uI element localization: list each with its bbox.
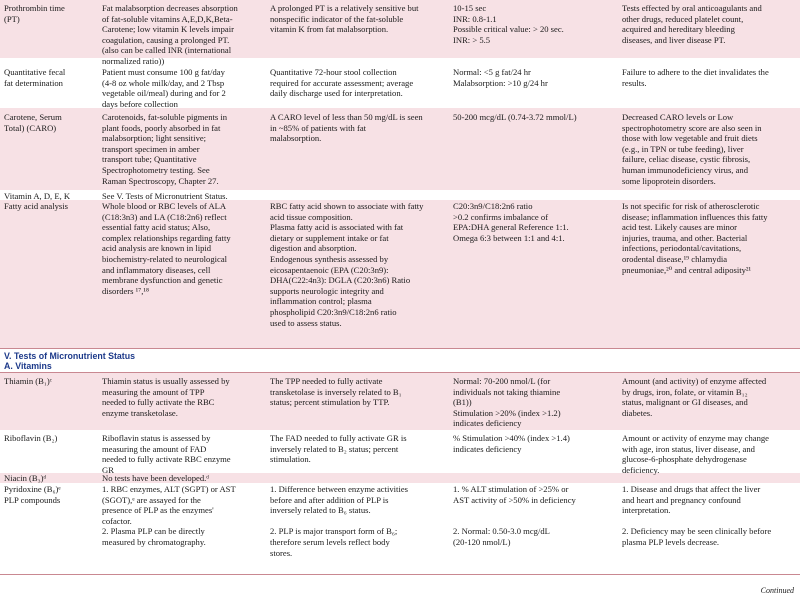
cell-line: 2. Plasma PLP can be directly xyxy=(102,526,205,537)
table-cell xyxy=(453,112,613,123)
cell-line: needed to fully activate the RBC xyxy=(102,397,215,408)
cell-line: (also can be called INR (international xyxy=(102,45,232,56)
cell-line: 2. Deficiency may be seen clinically before xyxy=(622,526,772,537)
table-cell xyxy=(4,473,94,484)
cell-line: disorders ¹⁷,¹⁸ xyxy=(102,285,149,296)
cell-line: eicosapentaenoic (EPA (C20:3n9): xyxy=(270,264,389,275)
cell-line: Amount or activity of enzyme may change xyxy=(622,433,770,443)
cell-line: status; percent stimulation by TTP. xyxy=(270,397,390,408)
cell-line: vitamin K from fat malabsorption. xyxy=(270,24,389,35)
cell-line: EPA:DHA general Reference 1:1. xyxy=(453,222,569,233)
cell-line: by drugs, iron, folate, or vitamin B₁₂ xyxy=(622,386,748,397)
cell-line: Amount (and activity) of enzyme affected xyxy=(622,376,767,386)
table-cell xyxy=(102,67,262,109)
table-cell xyxy=(102,473,262,484)
cell-line: (C18:3n3) and LA (C18:2n6) reflect xyxy=(102,211,227,222)
cell-line: Raman Spectroscopy, Chapter 27. xyxy=(102,175,219,186)
table-cell xyxy=(270,3,445,35)
cell-line: Pyridoxine (B₆)ᵉ xyxy=(4,484,61,494)
cell-line: stimulation. xyxy=(270,454,311,465)
cell-line: (SGOT),ᵉ are assayed for the xyxy=(102,494,201,505)
cell-line: vegetable oil/meal) during and for 2 xyxy=(102,88,226,99)
cell-line: Possible critical value: > 20 sec. xyxy=(453,24,564,35)
cell-line: normalized ratio)) xyxy=(102,55,165,66)
cell-line: 1. Difference between enzyme activities xyxy=(270,484,408,494)
cell-line: transport specimen in amber xyxy=(102,143,200,154)
table-cell xyxy=(270,484,445,558)
cell-line: phospholipid C20:3n9/C18:2n6 ratio xyxy=(270,306,397,317)
cell-line: plasma PLP levels decrease. xyxy=(622,536,720,547)
cell-line: 1. RBC enzymes, ALT (SGPT) or AST xyxy=(102,484,236,494)
cell-line: GR xyxy=(102,464,114,475)
cell-line: Is not specific for risk of atherosclerotic xyxy=(622,201,760,211)
cell-line: and heart and pregnancy confound xyxy=(622,494,741,505)
cell-line: some lipoprotein disorders. xyxy=(622,175,716,186)
cell-line: PLP compounds xyxy=(4,494,61,505)
cell-line: cofactor. xyxy=(102,515,132,526)
cell-line: Fatty acid analysis xyxy=(4,201,68,211)
cell-line: biochemistry-related to neurological xyxy=(102,253,228,264)
cell-line: interpretation. xyxy=(622,505,671,516)
cell-line: those with low vegetable and fruit diets xyxy=(622,133,758,144)
cell-line: inversely related to B₂ status; percent xyxy=(270,443,399,454)
cell-line: Stimulation >20% (index >1.2) xyxy=(453,407,561,418)
cell-line: with age, iron status, liver disease, and xyxy=(622,443,755,454)
cell-line: orodental disease,¹⁹ chlamydia xyxy=(622,253,728,264)
cell-line: infections, periodontal/cavitations, xyxy=(622,243,742,254)
cell-line: acquired and hereditary bleeding xyxy=(622,24,735,35)
cell-line: >0.2 confirms imbalance of xyxy=(453,211,549,222)
cell-line: pneumoniae,²⁰ and central adiposity²¹ xyxy=(622,264,752,275)
cell-line: individuals not taking thiamine xyxy=(453,386,561,397)
cell-line: 1. Disease and drugs that affect the liver xyxy=(622,484,761,494)
table-cell xyxy=(453,433,613,454)
cell-line: diseases, and liver disease PT. xyxy=(622,34,726,45)
cell-line: Tests effected by oral anticoagulants and xyxy=(622,3,762,13)
cell-line: days before collection xyxy=(102,98,178,109)
cell-line: Niacin (B₃)ᵈ xyxy=(4,473,47,483)
table-cell xyxy=(4,191,94,202)
cell-line: measured by chromatography. xyxy=(102,536,206,547)
cell-line: status, malignant or GI diseases, and xyxy=(622,397,748,408)
cell-line: Quantitative fecal xyxy=(4,67,66,77)
continued-label: Continued xyxy=(760,586,794,595)
cell-line: RBC fatty acid shown to associate with fatty xyxy=(270,201,424,211)
cell-line: Fat malabsorption decreases absorption xyxy=(102,3,238,13)
cell-line xyxy=(270,516,445,527)
table-cell xyxy=(4,112,94,133)
table-cell xyxy=(453,484,613,548)
cell-line: disease; inflammation influences this fatty xyxy=(622,211,768,222)
cell-line: transport tube; Quantitative xyxy=(102,154,197,165)
cell-line: 50-200 mcg/dL (0.74-3.72 mmol/L) xyxy=(453,112,577,122)
cell-line: 2. PLP is major transport form of B₆; xyxy=(270,526,398,537)
cell-line: 1. % ALT stimulation of >25% or xyxy=(453,484,569,494)
cell-line: inversely related to B₆ status. xyxy=(270,505,371,516)
cell-line: See V. Tests of Micronutrient Status. xyxy=(102,191,228,201)
cell-line: malabsorption; light sensitive; xyxy=(102,133,207,144)
section-title: V. Tests of Micronutrient Status xyxy=(4,351,135,361)
cell-line: spectrophotometry score are also seen in xyxy=(622,122,762,133)
cell-line: in ~85% of patients with fat xyxy=(270,122,367,133)
table-cell xyxy=(102,201,262,296)
table-cell xyxy=(270,112,445,144)
table-cell xyxy=(270,433,445,465)
cell-line: injuries, trauma, and other. Bacterial xyxy=(622,232,748,243)
table-cell xyxy=(270,67,445,99)
cell-line: coagulation, causing a prolonged PT. xyxy=(102,34,230,45)
cell-line: therefore serum levels reflect body xyxy=(270,536,390,547)
cell-line: Carotene, Serum xyxy=(4,112,62,122)
table-cell xyxy=(102,3,262,67)
cell-line: INR: 0.8-1.1 xyxy=(453,13,497,24)
table-cell xyxy=(4,484,94,505)
cell-line: measuring the amount of TPP xyxy=(102,386,205,397)
cell-line: Thiamin (B₁)ᶜ xyxy=(4,376,52,386)
table-cell xyxy=(622,112,796,186)
cell-line: Omega 6:3 between 1:1 and 4:1. xyxy=(453,232,565,243)
cell-line: 10-15 sec xyxy=(453,3,487,13)
table-cell xyxy=(4,3,94,24)
cell-line: (4-8 oz whole milk/day, and 2 Tbsp xyxy=(102,77,225,88)
section-subtitle: A. Vitamins xyxy=(4,361,52,371)
cell-line: acid test. Likely causes are minor xyxy=(622,222,738,233)
cell-line xyxy=(622,516,796,527)
table-cell xyxy=(4,201,94,212)
cell-line: Patient must consume 100 g fat/day xyxy=(102,67,225,77)
section-rule xyxy=(0,372,800,373)
cell-line: malabsorption. xyxy=(270,133,322,144)
table-cell xyxy=(622,433,796,475)
table-cell xyxy=(270,376,445,408)
cell-line: of fat-soluble vitamins A,E,D,K,Beta- xyxy=(102,13,233,24)
cell-line: C20:3n9/C18:2n6 ratio xyxy=(453,201,533,211)
cell-line: human immunodeficiency virus, and xyxy=(622,164,749,175)
cell-line: Normal: <5 g fat/24 hr xyxy=(453,67,531,77)
table-cell xyxy=(4,433,94,444)
cell-line: diabetes. xyxy=(622,407,653,418)
section-rule xyxy=(0,348,800,349)
cell-line: membrane dysfunction and genetic xyxy=(102,275,223,286)
cell-line: measuring the amount of FAD xyxy=(102,443,207,454)
table-cell xyxy=(102,433,262,475)
cell-line: glucose-6-phosphate dehydrogenase xyxy=(622,454,747,465)
cell-line: Quantitative 72-hour stool collection xyxy=(270,67,397,77)
cell-line: Total) (CARO) xyxy=(4,122,57,133)
cell-line: acid tissue composition. xyxy=(270,211,353,222)
table-cell xyxy=(622,67,796,88)
cell-line xyxy=(453,505,613,516)
table-cell xyxy=(102,376,262,418)
cell-line: presence of PLP as the enzymes' xyxy=(102,505,214,516)
cell-line: DHA(C22:4n3): DGLA (C20:3n6) Ratio xyxy=(270,275,411,286)
cell-line: dietary or supplement intake or fat xyxy=(270,232,389,243)
cell-line: Normal: 70-200 nmol/L (for xyxy=(453,376,551,386)
cell-line xyxy=(453,516,613,527)
cell-line: indicates deficiency xyxy=(453,443,522,454)
cell-line: (PT) xyxy=(4,13,20,24)
table-cell xyxy=(622,3,796,45)
cell-line: used to assess status. xyxy=(270,317,342,328)
cell-line: Endogenous synthesis assessed by xyxy=(270,253,389,264)
table-cell xyxy=(4,376,94,387)
cell-line: Riboflavin status is assessed by xyxy=(102,433,211,443)
cell-line: Riboflavin (B₂) xyxy=(4,433,58,443)
table-cell xyxy=(270,201,445,328)
cell-line: Malabsorption: >10 g/24 hr xyxy=(453,77,548,88)
cell-line: INR: > 5.5 xyxy=(453,34,491,45)
table-bottom-rule xyxy=(0,574,800,575)
cell-line: enzyme transketolase. xyxy=(102,407,178,418)
cell-line: transketolase is inversely related to B₁ xyxy=(270,386,402,397)
table-cell xyxy=(102,191,262,202)
cell-line: indicates deficiency xyxy=(453,418,522,429)
cell-line: before and after addition of PLP is xyxy=(270,494,389,505)
cell-line: deficiency. xyxy=(622,464,660,475)
cell-line: A CARO level of less than 50 mg/dL is seen xyxy=(270,112,423,122)
table-cell xyxy=(453,3,613,45)
cell-line: inflammation control; plasma xyxy=(270,296,372,307)
cell-line: (20-120 nmol/L) xyxy=(453,536,511,547)
cell-line: stores. xyxy=(270,547,293,558)
cell-line: A prolonged PT is a relatively sensitive but xyxy=(270,3,419,13)
cell-line: acid analysis are known in lipid xyxy=(102,243,212,254)
table-cell xyxy=(453,201,613,243)
table-cell xyxy=(102,112,262,186)
cell-line: Spectrophotometry testing. See xyxy=(102,164,210,175)
cell-line: essential fatty acid status; Also, xyxy=(102,222,211,233)
cell-line: needed to fully activate RBC enzyme xyxy=(102,454,231,465)
table-cell xyxy=(4,67,94,88)
cell-line: Carotenoids, fat-soluble pigments in xyxy=(102,112,228,122)
cell-line: and inflammatory diseases, cell xyxy=(102,264,211,275)
cell-line: Plasma fatty acid is associated with fat xyxy=(270,222,404,233)
table-cell xyxy=(622,376,796,418)
cell-line: nonspecific indicator of the fat-soluble xyxy=(270,13,404,24)
cell-line: (B1)) xyxy=(453,397,472,408)
table-cell xyxy=(453,67,613,88)
cell-line: fat determination xyxy=(4,77,63,88)
cell-line: 2. Normal: 0.50-3.0 mcg/dL xyxy=(453,526,550,537)
cell-line: failure, celiac disease, cystic fibrosis, xyxy=(622,154,751,165)
cell-line: daily discharge used for interpretation. xyxy=(270,88,403,99)
cell-line: Carotene; low vitamin K levels impair xyxy=(102,24,234,35)
cell-line: results. xyxy=(622,77,647,88)
cell-line: % Stimulation >40% (index >1.4) xyxy=(453,433,570,443)
cell-line: Whole blood or RBC levels of ALA xyxy=(102,201,227,211)
cell-line: Prothrombin time xyxy=(4,3,65,13)
table-cell xyxy=(622,201,796,275)
cell-line: The FAD needed to fully activate GR is xyxy=(270,433,407,443)
cell-line: (e.g., in TPN or tube feeding), liver xyxy=(622,143,744,154)
table-cell xyxy=(622,484,796,548)
cell-line: complex relationships regarding fatty xyxy=(102,232,231,243)
table-cell xyxy=(102,484,262,548)
cell-line: AST activity of >50% in deficiency xyxy=(453,494,576,505)
cell-line: No tests have been developed.ᵈ xyxy=(102,473,209,483)
cell-line: Failure to adhere to the diet invalidates the xyxy=(622,67,769,77)
cell-line: required for accurate assessment; average xyxy=(270,77,414,88)
cell-line: Thiamin status is usually assessed by xyxy=(102,376,230,386)
cell-line: digestion and absorption. xyxy=(270,243,357,254)
cell-line: plant foods, poorly absorbed in fat xyxy=(102,122,221,133)
cell-line: Vitamin A, D, E, K xyxy=(4,191,71,201)
cell-line: supports neurologic integrity and xyxy=(270,285,384,296)
cell-line: The TPP needed to fully activate xyxy=(270,376,383,386)
table-cell xyxy=(453,376,613,429)
cell-line: Decreased CARO levels or Low xyxy=(622,112,734,122)
cell-line: other drugs, reduced platelet count, xyxy=(622,13,744,24)
